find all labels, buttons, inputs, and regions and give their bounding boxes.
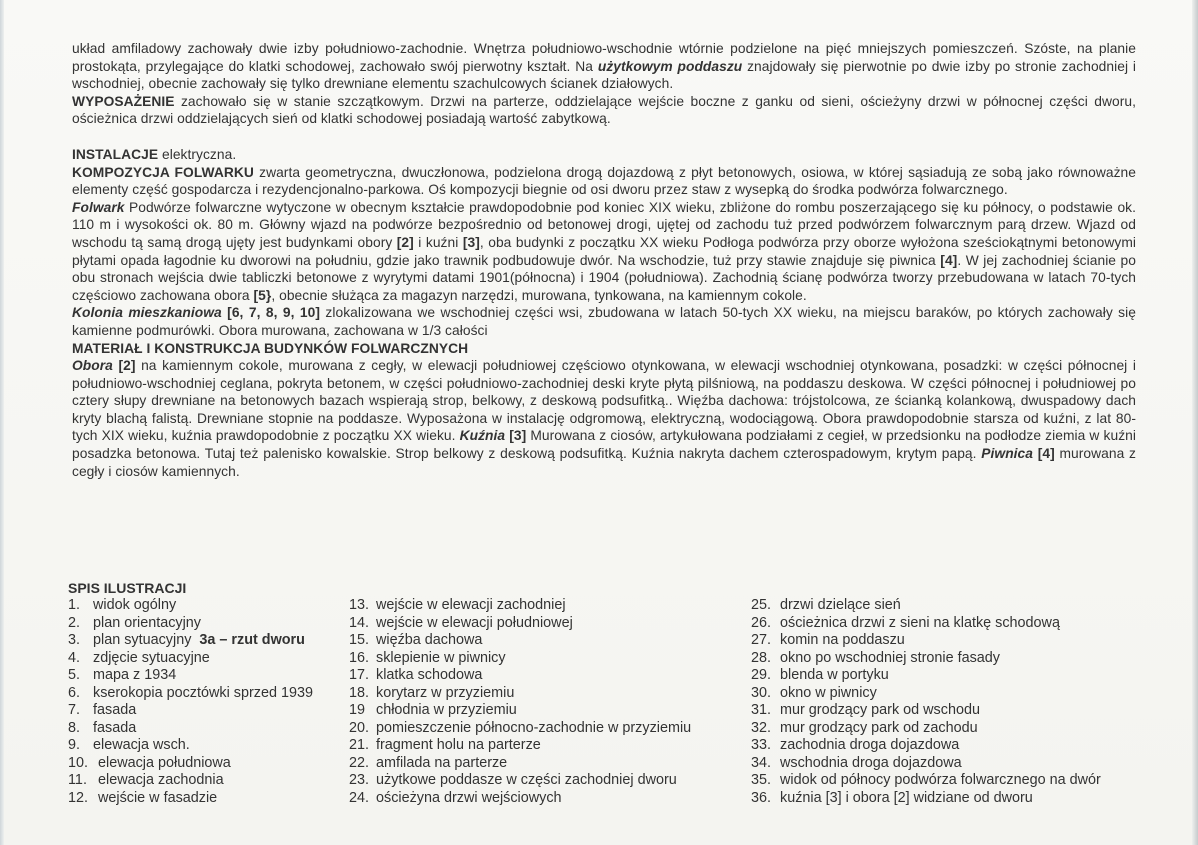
item-label: zachodnia droga dojazdowa (780, 737, 960, 753)
paragraph-gap (72, 128, 1136, 146)
emphasis-text: Kuźnia (459, 428, 506, 444)
illustration-list-title: SPIS ILUSTRACJI (68, 580, 187, 596)
paragraph-text: i kuźni (413, 234, 463, 250)
item-label: mapa z 1934 (93, 667, 177, 683)
paragraph-text: zachowało się w stanie szczątkowym. Drzwi na parterze, oddzielające wejście boczne z ganku od sieni, ościeżyny drzwi w północnej części dworu, ościeżnica drzwi oddzielających sień od klatki schodowej posiadają wartość zabytkową. (72, 93, 1136, 127)
item-number: 27. (751, 632, 772, 648)
item-label: komin na poddaszu (780, 632, 905, 648)
item-number: 23. (349, 772, 370, 788)
item-number: 6. (68, 684, 81, 701)
item-number: 19 (349, 702, 366, 718)
item-label: wejście w fasadzie (98, 789, 218, 806)
item-number: 1. (68, 597, 81, 613)
item-number: 30. (751, 684, 772, 701)
illustration-list-item (68, 632, 348, 650)
item-number: 31. (751, 702, 772, 718)
paragraph (72, 357, 1136, 480)
item-number: 36. (751, 789, 772, 806)
item-label: mur grodzący park od zachodu (780, 719, 978, 736)
item-label: fasada (93, 702, 137, 718)
paragraph-text: , obecnie służąca za magazyn narzędzi, murowana, tynkowana, na kamiennym cokole. (271, 287, 807, 303)
paragraph (72, 164, 1136, 199)
item-label: mur grodzący park od wschodu (780, 702, 980, 718)
illustration-list-item (349, 685, 739, 703)
item-number: 2. (68, 614, 81, 631)
item-label: elewacja wsch. (93, 737, 190, 753)
item-label: ościeżyna drzwi wejściowych (376, 789, 562, 806)
paragraph-text: zlokalizowana we wschodniej części wsi, zbudowana w latach 50-tych XX wieku, na miejscu baraków, po których zachowały się kamienne podmurówki. Obora murowana, zachowana w 1/3 całości (72, 305, 1136, 338)
emphasis-text: [2] (396, 234, 414, 250)
item-label: fragment holu na parterze (376, 737, 541, 753)
emphasis-text: [5} (253, 287, 272, 303)
emphasis-text: Kolonia mieszkaniowa (72, 305, 222, 321)
illustration-list-item (751, 650, 1151, 668)
item-number: 32. (751, 719, 772, 736)
illustration-list-item (68, 667, 348, 685)
illustration-list-item (751, 685, 1151, 703)
item-number: 7. (68, 702, 81, 718)
item-number: 8. (68, 719, 81, 736)
item-label: amfilada na parterze (376, 754, 508, 771)
illustration-list-item (751, 667, 1151, 685)
item-label: elewacja zachodnia (98, 772, 224, 788)
illustration-list-item (349, 632, 739, 650)
item-number: 34. (751, 754, 772, 771)
item-number: 16. (349, 649, 370, 666)
paragraph-text: na kamiennym cokole, murowana z cegły, w elewacji południowej częściowo otynkowana, w elewacji wschodniej otynkowana, posadzki: w części północnej i południowo-wschodniej ceglana, pokryta betonem, w części południowo-zachodniej deski kryte płytą pilśniową, na poddaszu deskowa. W części północnej i południowej po cztery słupy drewniane na betonowych bazach wspierają strop, belkowy, z deskową podsufitką.. Więźba dachowa: trójstolcowa, ze ścianką kolankową, dwuspadowy dach kryty blachą falistą. Drewniane stopnie na poddasze. Wyposażona w instalację odgromową, elektryczną, wodociągową. Obora prawdopodobnie starsza od kuźni, z lat 80-tych XIX wieku, kuźnia prawdopodobnie z początku XX wieku. (72, 358, 1136, 444)
item-label: widok od północy podwórza folwarcznego na dwór (780, 772, 1101, 788)
illustration-list-item (68, 702, 348, 720)
illustration-list-item (349, 790, 739, 808)
item-number: 13. (349, 597, 370, 613)
illustration-column-1 (68, 597, 348, 807)
item-label: sklepienie w piwnicy (376, 649, 506, 666)
emphasis-text: MATERIAŁ I KONSTRUKCJA BUDYNKÓW FOLWARCZNYCH (72, 340, 469, 356)
item-label: użytkowe poddasze w części zachodniej dworu (376, 772, 677, 788)
illustration-list-item (349, 755, 739, 773)
emphasis-text: [3] (462, 234, 480, 250)
item-number: 15. (349, 632, 370, 648)
scan-edge-right (1192, 0, 1198, 845)
emphasis-text: WYPOSAŻENIE (72, 93, 175, 109)
emphasis-text: [3] (509, 428, 527, 444)
item-label: okno po wschodniej stronie fasady (780, 649, 1000, 666)
item-label: blenda w portyku (780, 667, 889, 683)
illustration-list-item (349, 772, 739, 790)
item-number: 11. (68, 772, 87, 788)
item-number: 12. (68, 789, 89, 806)
illustration-list-item (349, 615, 739, 633)
illustration-column-3 (751, 597, 1151, 807)
paragraph-text: Podwórze folwarczne wytyczone w obecnym kształcie prawdopodobnie pod koniec XIX wieku, zbliżone do rombu poszerzającego się ku północy, o podstawie ok. 110 m i wysokości ok. 80 m. Główny wjazd na podwórze bezpośrednio od betonowej drogi, ujętej od zachodu tuż przed podwórzem folwarcznym parą drzew. Wjazd od wschodu tą samą drogą ujęty jest budynkami obory (72, 199, 1136, 250)
emphasis-text: [4] (940, 252, 958, 268)
paragraph-text: elektryczna. (158, 146, 237, 162)
paragraph (72, 304, 1136, 339)
item-number: 35. (751, 772, 772, 788)
paragraph (72, 93, 1136, 128)
item-number: 24. (349, 789, 370, 806)
item-label: drzwi dzielące sień (780, 597, 901, 613)
illustration-list-item (349, 720, 739, 738)
item-number: 26. (751, 614, 772, 631)
emphasis-text: KOMPOZYCJA FOLWARKU (72, 164, 254, 180)
illustration-list-item (751, 755, 1151, 773)
item-label: elewacja południowa (98, 754, 231, 771)
paragraph-text: murowana z cegły i ciosów kamiennych. (72, 446, 1136, 479)
illustration-list-item (68, 772, 348, 790)
paragraph (72, 146, 1136, 164)
item-label: korytarz w przyziemiu (376, 684, 515, 701)
illustration-list-item (349, 650, 739, 668)
body-text (72, 40, 1136, 480)
emphasis-text: Obora (72, 358, 113, 374)
emphasis-text: Piwnica (981, 446, 1034, 462)
paragraph-text: znajdowały się pierwotnie po dwie izby po stronie zachodniej i wschodniej, obecnie zachowały się tylko drewniane elementu szachulcowych ścianek działowych. (72, 58, 1137, 92)
emphasis-text: Folwark (72, 199, 125, 215)
illustration-list-item (349, 667, 739, 685)
item-label: zdjęcie sytuacyjne (93, 649, 210, 666)
item-number: 20. (349, 719, 370, 736)
item-label: wschodnia droga dojazdowa (780, 754, 962, 771)
emphasis-text: użytkowym poddaszu (597, 58, 743, 74)
paragraph-text: , oba budynki z początku XX wieku Podłoga podwórza przy oborze wyłożona sześciokątnymi betonowymi płytami opada łagodnie ku dworowi na południu, gdzie jako trawnik podbudowuje dwór. Na wschodzie, tuż przy stawie znajduje się piwnica (72, 234, 1136, 268)
illustration-list-item (751, 615, 1151, 633)
paragraph-text: układ amfiladowy zachowały dwie izby południowo-zachodnie. Wnętrza południowo-wschodnie wtórnie podzielone na pięć mniejszych pomieszczeń. Szóste, na planie prostokąta, przylegające do klatki schodowej, zachowało swój pierwotny kształt. Na (72, 41, 1136, 74)
item-number: 3. (68, 632, 81, 648)
paragraph-text: . W jej zachodniej ścianie po obu stronach wejścia dwie tabliczki betonowe z wyrytymi datami 1901(północna) i 1904 (południowa). Zachodnią ścianę podwórza tworzy przebudowana w latach 70-tych częściowo zachowana obora (72, 252, 1136, 303)
scan-edge-left (0, 0, 4, 845)
paragraph-text: Murowana z ciosów, artykułowana podziałami z cegieł, w przedsionku na podłodze ziemia w kuźni posadzka betonowa. Tutaj też palenisko kowalskie. Strop belkowy z deskową podsufitką. Kuźnia nakryta dachem czterospadowym, krytym papą. (72, 428, 1137, 462)
emphasis-text: [6, 7, 8, 9, 10] (227, 305, 321, 321)
paragraph (72, 340, 1136, 358)
item-label: wejście w elewacji zachodniej (376, 597, 566, 613)
illustration-list-item (751, 720, 1151, 738)
illustration-list-item (751, 632, 1151, 650)
illustration-list-item (68, 755, 348, 773)
item-number: 25. (751, 597, 772, 613)
item-label: plan sytuacyjny (93, 632, 192, 648)
item-number: 17. (349, 667, 370, 683)
emphasis-text: INSTALACJE (72, 146, 159, 162)
paragraph-text: zwarta geometryczna, dwuczłonowa, podzielona drogą dojazdową z płyt betonowych, osiowa, w której sąsiadują ze sobą jako równoważne elementy część gospodarcza i rezydencjonalno-parkowa. Oś kompozycji biegnie od osi dworu przez staw z wysepką do środka podwórza folwarcznego. (72, 164, 1136, 198)
illustration-list-item (68, 720, 348, 738)
illustration-list-item (68, 615, 348, 633)
item-number: 18. (349, 684, 370, 701)
illustration-column-2 (349, 597, 739, 807)
item-label: okno w piwnicy (780, 684, 877, 701)
item-number: 4. (68, 649, 81, 666)
item-number: 29. (751, 667, 772, 683)
paragraph (72, 40, 1136, 93)
item-number: 9. (68, 737, 81, 753)
illustration-list-item (68, 650, 348, 668)
item-label: klatka schodowa (376, 667, 483, 683)
item-label: fasada (93, 719, 137, 736)
item-label: plan orientacyjny (93, 614, 201, 631)
illustration-list-item (751, 597, 1151, 615)
illustration-list-item (68, 790, 348, 808)
illustration-list-item (349, 597, 739, 615)
item-label: wejście w elewacji południowej (376, 614, 573, 631)
item-label: więźba dachowa (376, 632, 483, 648)
item-label: chłodnia w przyziemiu (376, 702, 517, 718)
illustration-list-item (349, 702, 739, 720)
item-label: pomieszczenie północno-zachodnie w przyziemiu (376, 719, 692, 736)
item-number: 28. (751, 649, 772, 666)
item-label: kuźnia [3] i obora [2] widziane od dworu (780, 789, 1033, 806)
paragraph (72, 199, 1136, 305)
item-number: 21. (349, 737, 370, 753)
item-number: 5. (68, 667, 81, 683)
emphasis-text: [4] (1037, 446, 1055, 462)
item-number: 33. (751, 737, 772, 753)
item-label: ościeżnica drzwi z sieni na klatkę schodową (780, 614, 1060, 631)
handwritten-note: 3a – rzut dworu (199, 632, 305, 648)
illustration-list-item (751, 772, 1151, 790)
emphasis-text: [2] (118, 358, 136, 374)
illustration-list-item (68, 597, 348, 615)
item-number: 10. (68, 754, 89, 771)
item-label: widok ogólny (93, 597, 177, 613)
illustration-list-item (751, 737, 1151, 755)
item-number: 22. (349, 754, 370, 771)
illustration-list-item (349, 737, 739, 755)
illustration-list-item (68, 685, 348, 703)
item-label: kserokopia pocztówki sprzed 1939 (93, 684, 313, 701)
item-number: 14. (349, 614, 370, 631)
illustration-list-item (68, 737, 348, 755)
illustration-list-item (751, 790, 1151, 808)
illustration-list-item (751, 702, 1151, 720)
